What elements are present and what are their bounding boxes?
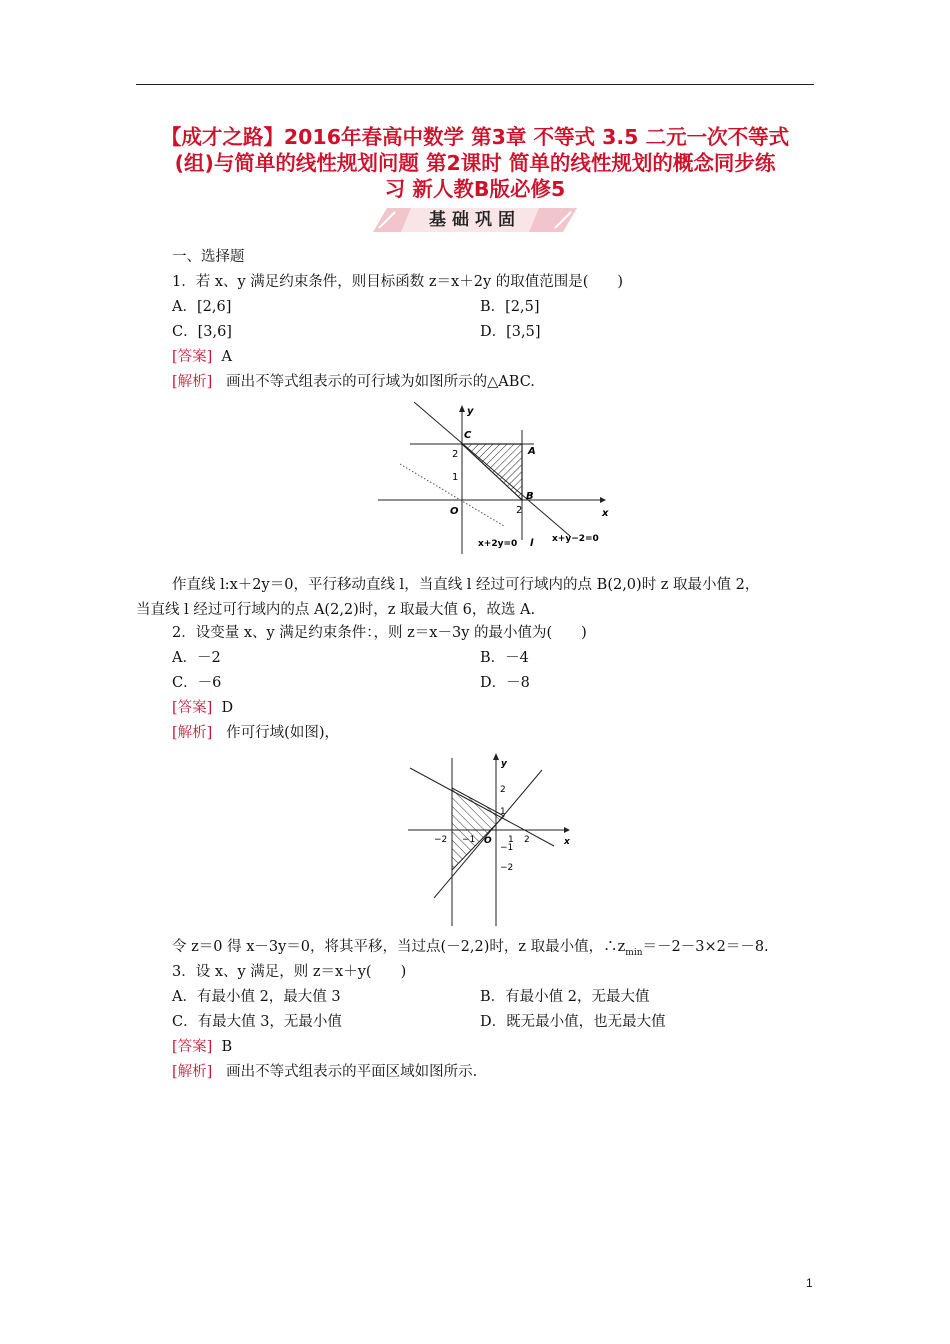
section-heading: 一、选择题 xyxy=(172,249,245,265)
y-axis-arrow xyxy=(493,753,499,760)
y-axis-arrow xyxy=(459,405,465,412)
q1-answer-line xyxy=(172,347,232,367)
q1-option-d: D．[3,5] xyxy=(480,324,541,340)
q2-stem: 2．设变量 x、y 满足约束条件：，则 z＝x－3y 的最小值为( ) xyxy=(172,625,587,641)
q1-analysis: 画出不等式组表示的可行域为如图所示的△ABC. xyxy=(226,374,535,390)
dotted-line-label: x+2y=0 xyxy=(478,539,518,549)
q3-answer-line xyxy=(172,1037,232,1057)
tick-y-2: 2 xyxy=(500,785,506,795)
line-l-label: l xyxy=(530,538,534,549)
q2-answer-line xyxy=(172,698,233,718)
analysis-tag: [解析] xyxy=(172,374,213,390)
q3-option-a: A．有最小值 2，最大值 3 xyxy=(172,989,341,1005)
q3-analysis-line xyxy=(172,1062,477,1082)
tick-y-1: 1 xyxy=(452,472,459,483)
point-c-label: C xyxy=(464,430,472,441)
line-increasing xyxy=(434,770,542,898)
line-x-plus-y-2 xyxy=(414,402,570,536)
origin-label: O xyxy=(450,506,459,517)
tick-x-minus-2: −2 xyxy=(434,835,448,845)
q1-figure xyxy=(374,400,614,560)
page-number: 1 xyxy=(806,1276,813,1290)
section-banner: 基础巩固 xyxy=(429,210,521,230)
q3-answer: B xyxy=(221,1039,233,1055)
answer-tag: [答案] xyxy=(172,1039,213,1055)
answer-tag: [答案] xyxy=(172,349,213,365)
tick-x-1: 1 xyxy=(508,835,514,845)
tick-x-minus-1: −1 xyxy=(462,835,476,845)
q3-option-b: B．有最小值 2，无最大值 xyxy=(480,989,650,1005)
title-line-1: 【成才之路】2016年春高中数学 第3章 不等式 3.5 二元一次不等式 xyxy=(160,125,790,149)
boundary-line-label: x+y−2=0 xyxy=(552,534,599,544)
q2-option-c: C．－6 xyxy=(172,675,222,691)
q3-stem: 3．设 x、y 满足，则 z＝x＋y( ) xyxy=(172,964,407,980)
analysis-tag: [解析] xyxy=(172,1064,213,1080)
q2-answer: D xyxy=(221,700,234,716)
q1-answer: A xyxy=(221,349,233,365)
y-axis-label: y xyxy=(501,759,507,769)
document-title xyxy=(136,124,814,202)
y-axis-label: y xyxy=(467,406,474,417)
origin-label: O xyxy=(484,836,492,846)
q2-option-d: D．－8 xyxy=(480,675,530,691)
q1-explain-line2: 当直线 l 经过可行域内的点 A(2,2)时，z 取最大值 6，故选 A. xyxy=(136,602,536,618)
q1-option-c: C．[3,6] xyxy=(172,324,232,340)
q3-option-d: D．既无最小值，也无最大值 xyxy=(480,1014,666,1030)
q1-analysis-line xyxy=(172,372,535,392)
q2-explain: 令 z＝0 得 x－3y＝0，将其平移，当过点(－2,2)时，z 取最小值，$\therefore z_{min}=-2-3\times 2=-8$. xyxy=(172,939,769,958)
tick-y-minus-2: −2 xyxy=(500,863,514,873)
q1-option-b: B．[2,5] xyxy=(480,299,540,315)
point-a-label: A xyxy=(528,446,536,457)
answer-tag: [答案] xyxy=(172,700,213,716)
min-subscript: min xyxy=(625,947,643,958)
q2-analysis: 作可行域(如图)， xyxy=(226,725,339,741)
feasible-region-abc xyxy=(462,444,522,500)
q3-option-c: C．有最大值 3，无最小值 xyxy=(172,1014,342,1030)
q3-analysis: 画出不等式组表示的平面区域如图所示. xyxy=(226,1064,478,1080)
q1-stem: 1．若 x、y 满足约束条件，则目标函数 z＝x＋2y 的取值范围是( ) xyxy=(172,274,624,290)
q2-figure xyxy=(404,750,584,930)
title-line-2: (组)与简单的线性规划问题 第2课时 简单的线性规划的概念同步练 xyxy=(174,151,776,175)
x-axis-arrow xyxy=(600,497,606,503)
tick-x-2: 2 xyxy=(524,835,530,845)
top-rule xyxy=(136,84,814,85)
title-line-3: 习 新人教B版必修5 xyxy=(384,177,566,201)
q2-option-a: A．－2 xyxy=(172,650,221,666)
q1-option-a: A．[2,6] xyxy=(172,299,232,315)
q2-option-b: B．－4 xyxy=(480,650,529,666)
tick-y-1: 1 xyxy=(500,807,506,817)
analysis-tag: [解析] xyxy=(172,725,213,741)
q1-explain-line1: 作直线 l:x＋2y＝0，平行移动直线 l，当直线 l 经过可行域内的点 B(2,0)时 z 取最小值 2， xyxy=(172,577,760,593)
point-b-label: B xyxy=(526,491,534,502)
tick-y-minus-1: −1 xyxy=(500,843,514,853)
x-axis-label: x xyxy=(602,508,609,519)
q2-analysis-line xyxy=(172,723,339,743)
x-axis-arrow xyxy=(564,827,570,833)
x-axis-label: x xyxy=(564,837,570,847)
tick-x-2: 2 xyxy=(516,505,523,516)
tick-y-2: 2 xyxy=(452,449,459,460)
